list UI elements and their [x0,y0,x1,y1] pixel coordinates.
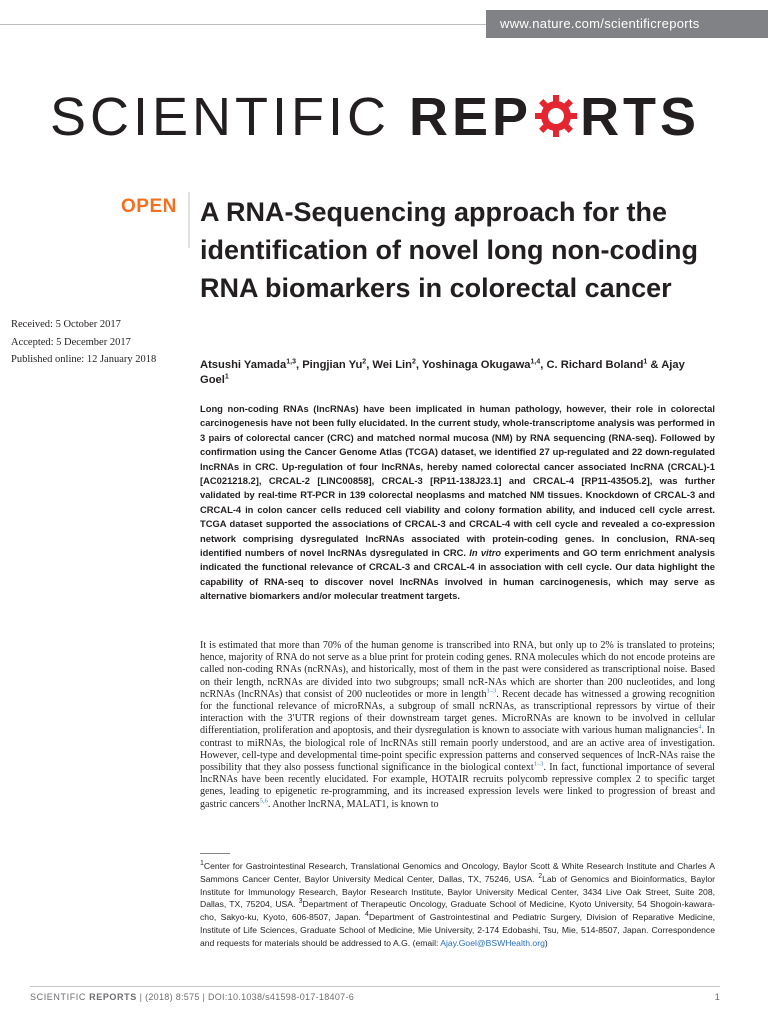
author-affiliation: 2 [362,358,367,366]
reference-link[interactable]: 1–3 [533,760,544,768]
author-name[interactable]: C. Richard Boland [546,359,644,371]
author-separator: , [415,359,422,371]
published-date: Published online: 12 January 2018 [11,354,157,365]
abstract-text: experiments and GO term enrichment analysis indicated the functional relevance of CRCAL-3 and CRCAL-4 in association with cell cycle. Our data highlight the capability of RNA-seq to discover novel lncRNAs involved in human carcinogenesis, which may serve as alternative biomarkers and/or molecular treatment targets. [200,547,715,602]
affiliations-footnote [200,860,715,950]
correspondence-email-link[interactable]: Ajay.Goel@BSWHealth.org [440,937,545,948]
footer-journal-light: SCIENTIFIC [30,992,87,1002]
footnote-rule [200,853,230,854]
author-name[interactable]: Pingjian Yu [302,359,363,371]
author-separator: & [647,359,662,371]
affiliation-marker: 4 [365,911,369,919]
author-affiliation: 1 [224,373,229,381]
affiliation-text: ) [544,937,548,948]
received-date: Received: 5 October 2017 [11,319,121,330]
affiliation-text: Lab of Genomics and Bioinformatics, Baylor Institute for Immunology Research, Baylor Research Institute, Baylor University Medical Center, 3434 Live Oak Street, Suite 208, Dallas, TX, 75204, USA. [200,873,715,910]
body-text: . In contrast to miRNAs, the biological role of lncRNAs still remain poorly understood, and are an active area of investigation. However, cell-type and developmental time-point specific expression patterns and conserved sequences of lncR-NAs raise the possibility that they also possess functional significance in the biological context [200,725,715,774]
body-text: It is estimated that more than 70% of the human genome is transcribed into RNA, but only up to 2% is translated to proteins; hence, majority of RNA do not serve as a blue print for protein coding genes. RNA molecules which do not encode proteins are called non-coding RNAs (ncRNAs), and historically, most of them in the past were considered as transcriptional noise. Based on their length, ncRNAs are divided into two subgroups; small ncR-NAs which are shorter than 200 nucleotides, and long ncRNAs (lncRNAs) that consist of 200 nucleotides or more in length [200,640,715,700]
author-separator: , [366,359,373,371]
author-list [200,358,690,388]
body-text: . Another lncRNA, MALAT1, is known to [267,798,439,810]
masthead-scientific: SCIENTIFIC [50,87,410,147]
abstract-text: Long non-coding RNAs (lncRNAs) have been implicated in human pathology, however, their role in colorectal carcinogenesis have not been fully elucidated. In the current study, whole-transcriptome analysis was performed in 3 pairs of colorectal cancer (CRC) and matched normal mucosa (NM) by RNA sequencing (RNA-seq). Followed by confirmation using the Cancer Genome Atlas (TCGA) dataset, we identified 27 up-regulated and 22 down-regulated lncRNAs in CRC. Up-regulation of four lncRNAs, hereby named colorectal cancer associated lncRNA (CRCAL)-1 [AC021218.2], CRCAL-2 [LINC00858], CRCAL-3 [RP11-138J23.1] and CRCAL-4 [RP11-435O5.2], was further validated by real-time RT-PCR in 139 colorectal neoplasms and matched NM tissues. Knockdown of CRCAL-3 and CRCAL-4 in colon cancer cells reduced cell viability and colony formation ability, and induced cell cycle arrest. TCGA dataset supported the associations of CRCAL-3 and CRCAL-4 with cell cycle and revealed a co-expression network comprising dysregulated lncRNAs associated with protein-coding genes. In conclusion, RNA-seq identified numbers of novel lncRNAs dysregulated in CRC. [200,403,715,559]
article-title: A RNA-Sequencing approach for the identification of novel long non-coding RNA biomarkers in colorectal cancer [200,197,698,303]
open-divider [188,192,190,248]
author-separator: , [295,359,303,371]
page-footer [30,992,720,1002]
author-separator: , [540,359,547,371]
masthead-rep: REP [409,87,533,147]
author-name[interactable]: Atsushi Yamada [200,359,287,371]
body-text: . Recent decade has witnessed a growing recognition for the functional relevance of microRNAs, a subgroup of small ncRNAs, as transcriptional repressors by virtue of their interaction with the 3′UTR regions of their downstream target genes. MicroRNAs are known to be involved in cellular differentiation, proliferation and apoptosis, and their dysregulation is known to associate with various human malignancies [200,688,715,737]
accepted-date: Accepted: 5 December 2017 [11,336,131,348]
affiliation-marker: 1 [200,860,204,868]
author-affiliation: 1 [643,358,648,366]
author-name[interactable]: Wei Lin [372,359,412,371]
masthead-rts: RTS [580,87,701,147]
introduction-paragraph [200,640,715,811]
journal-masthead [50,82,730,152]
reference-link[interactable]: 1–3 [486,687,497,695]
footer-rule [30,986,720,987]
open-access-label: OPEN [121,196,177,217]
footer-citation[interactable]: | (2018) 8:575 | DOI:10.1038/s41598-017-18407-6 [136,992,355,1002]
article-dates [11,316,189,369]
affiliation-text: Department of Gastrointestinal and Pediatric Surgery, Division of Reparative Medicine, Institute of Life Sciences, Graduate School of Medicine, Mie University, 2-174 Edobashi, Tsu, Mie, 514-8507, Japan. Correspondence and requests for materials should be addressed to A.G. (email: [200,912,716,948]
abstract-italic: In vitro [469,547,502,559]
body-text: . In fact, functional importance of several lncRNAs have been recently elucidated. For example, HOTAIR recruits polycomb repressive complex 2 to specific target genes, leading to epigenetic re-programming, and its increased expression levels were linked to progression of breast and gastric cancers [200,762,715,810]
affiliation-marker: 3 [298,898,303,906]
reference-link[interactable]: 4 [698,724,702,732]
gear-o-icon [532,92,580,140]
author-name[interactable]: Ajay Goel [200,359,685,386]
reference-link[interactable]: 5,6 [259,797,268,805]
journal-url[interactable]: www.nature.com/scientificreports [486,10,768,38]
top-url-bar [0,0,768,40]
author-name[interactable]: Yoshinaga Okugawa [421,359,531,371]
affiliation-text: Department of Therapeutic Oncology, Graduate School of Medicine, Kyoto University, 54 Shogoin-kawara-cho, Sakyo-ku, Kyoto, 606-8507, Japan. [200,899,716,923]
url-rule [0,24,490,25]
author-affiliation: 1,3 [286,358,296,366]
footer-journal [30,992,137,1002]
affiliation-marker: 2 [538,872,543,880]
affiliation-text: Center for Gastrointestinal Research, Translational Genomics and Oncology, Baylor Scott & White Research Institute and Charles A Sammons Cancer Center, Baylor University Medical Center, Dallas, TX, 75246, USA. [200,861,715,884]
page-number: 1 [714,992,720,1002]
author-affiliation: 1,4 [530,358,541,366]
footer-journal-bold: REPORTS [89,992,137,1002]
abstract [200,402,715,604]
author-affiliation: 2 [411,358,416,366]
